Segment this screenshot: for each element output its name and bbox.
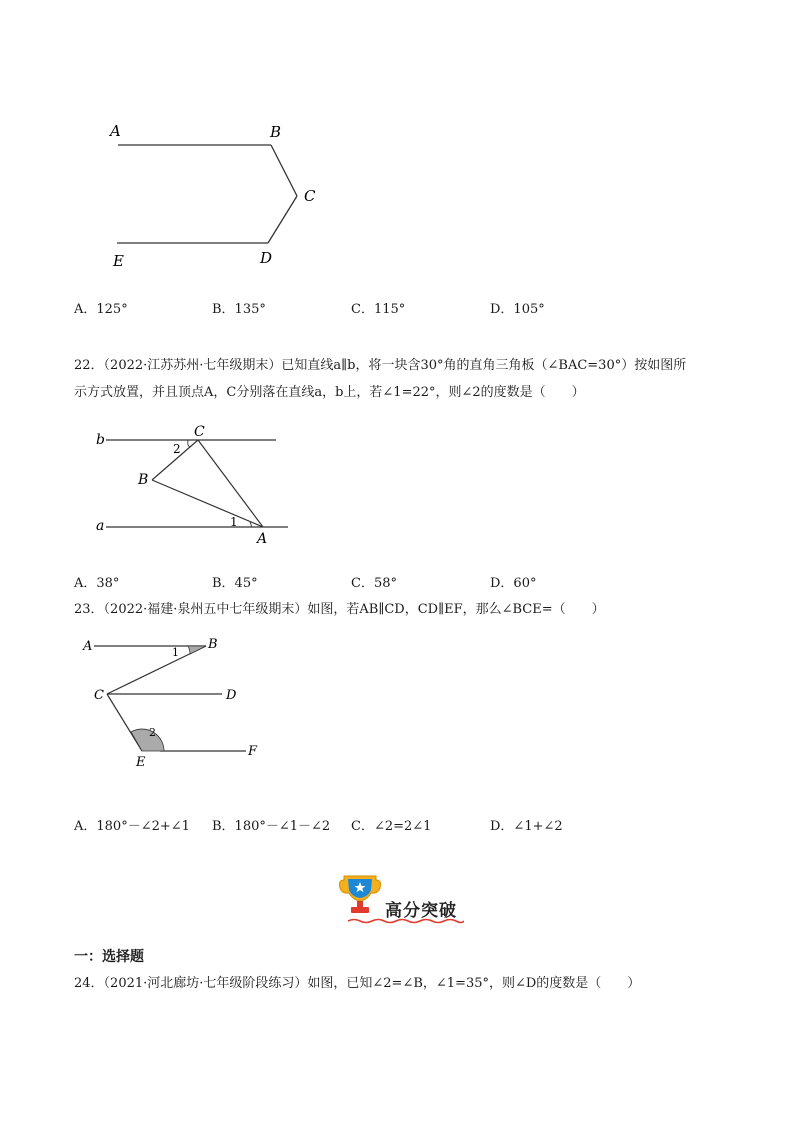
label-A: A — [257, 531, 268, 547]
label-A: A — [110, 122, 121, 140]
q24-line: 24．（2021·河北廊坊·七年级阶段练习）如图，已知∠2=∠B，∠1=35°，则∠D的度数是（ ） — [74, 976, 641, 991]
label-1: 1 — [230, 515, 238, 529]
label-E: E — [136, 755, 146, 770]
q22-line2: 示方式放置，并且顶点A，C分别落在直线a，b上，若∠1=22°，则∠2的度数是（ ） — [74, 385, 585, 400]
q22-option-a[interactable]: A．38° — [74, 576, 120, 591]
line-CD — [268, 196, 297, 243]
label-b: b — [96, 432, 105, 448]
label-E: E — [113, 252, 124, 270]
section-title: 一：选择题 — [74, 949, 144, 965]
q23-option-b[interactable]: B．180°－∠1－∠2 — [212, 819, 331, 834]
label-F: F — [248, 744, 258, 759]
label-D: D — [226, 688, 237, 703]
q23-option-d[interactable]: D．∠1+∠2 — [490, 819, 563, 834]
angle-1-arc — [250, 522, 251, 527]
q21-option-b[interactable]: B．135° — [212, 302, 266, 317]
angle-1-sector — [188, 646, 206, 654]
q21-option-d[interactable]: D．105° — [490, 302, 545, 317]
angle-2-arc — [188, 440, 190, 447]
label-B: B — [138, 472, 149, 488]
label-D: D — [260, 249, 273, 267]
q22-option-b[interactable]: B．45° — [212, 576, 258, 591]
banner-underline — [348, 918, 464, 926]
angle-2-sector — [131, 729, 164, 751]
trophy-icon — [338, 872, 382, 918]
label-B: B — [208, 637, 218, 652]
q23-line: 23．（2022·福建·泉州五中七年级期末）如图，若AB∥CD，CD∥EF，那么∠BCE=（ ） — [74, 602, 605, 617]
line-BC — [271, 145, 297, 196]
q22-text — [74, 352, 734, 406]
label-A: A — [83, 639, 93, 654]
figure-q21 — [100, 118, 340, 278]
label-2: 2 — [149, 726, 156, 739]
label-B: B — [270, 123, 282, 141]
q23-option-a[interactable]: A．180°－∠2+∠1 — [74, 819, 190, 834]
q24-text — [74, 970, 734, 997]
q23-option-c[interactable]: C．∠2=2∠1 — [351, 819, 432, 834]
segment-BA — [152, 480, 263, 527]
label-C: C — [94, 688, 104, 703]
figure-q22 — [90, 420, 310, 550]
q22-option-d[interactable]: D．60° — [490, 576, 537, 591]
label-C: C — [194, 424, 205, 440]
label-C: C — [304, 187, 316, 205]
q22-option-c[interactable]: C．58° — [351, 576, 397, 591]
q21-option-a[interactable]: A．125° — [74, 302, 128, 317]
label-2: 2 — [173, 442, 181, 456]
segment-CA — [198, 440, 263, 527]
q22-line1: 22．（2022·江苏苏州·七年级期末）已知直线a∥b，将一块含30°角的直角三角板（∠BAC=30°）按如图所 — [74, 358, 687, 373]
banner-title: 高分突破 — [385, 901, 457, 921]
figure-q23 — [80, 632, 280, 772]
q23-text — [74, 596, 734, 623]
label-a: a — [96, 518, 105, 534]
q21-option-c[interactable]: C．115° — [351, 302, 406, 317]
label-1: 1 — [172, 646, 179, 659]
